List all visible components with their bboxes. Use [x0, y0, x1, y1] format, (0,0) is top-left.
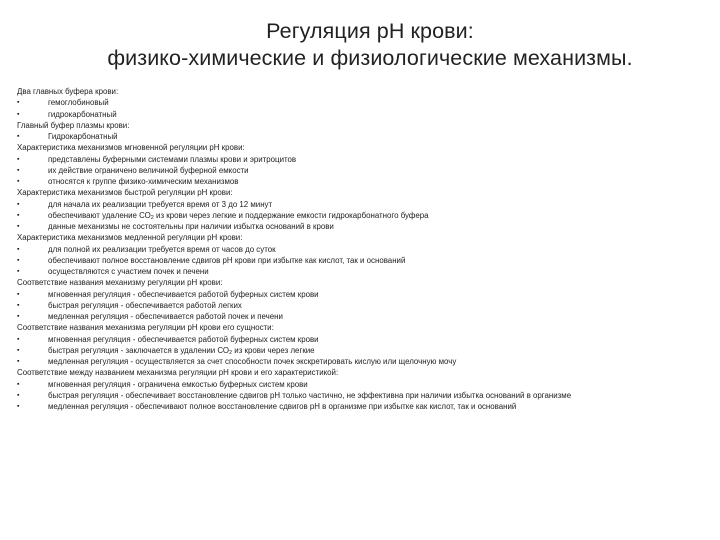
list-item: ▪ мгновенная регуляция - обеспечивается работой буферных систем крови [17, 334, 319, 344]
list-item: ▪ обеспечивают полное восстановление сдвигов рН крови при избытке как кислот, так и оснований [17, 255, 406, 265]
bullet-icon: ▪ [17, 211, 20, 219]
slide-title [40, 18, 700, 72]
list-item: ▪ осуществляются с участием почек и печени [17, 267, 209, 276]
section-heading: Характеристика механизмов быстрой регуляции рН крови: [17, 188, 233, 198]
list-item: ▪ быстрая регуляция - заключается в удалении $СО_2$ из крови через легкие [17, 345, 315, 356]
list-item: ▪ медленная регуляция - осуществляется за счет способности почек экскретировать кислую или щелочную мочу [17, 357, 457, 366]
section-heading: Два главных буфера крови: [17, 87, 119, 96]
list-item: ▪ обеспечивают удаление $СО_2$ из крови через легкие и поддержание емкости гидрокарбонатного буфера [17, 210, 429, 221]
section-heading: Характеристика механизмов мгновенной регуляции рН крови: [17, 143, 245, 153]
bullet-icon: ▪ [17, 268, 20, 275]
list-item: ▪ данные механизмы не состоятельны при наличии избытка оснований в крови [17, 222, 334, 231]
list-item: ▪ гидрокарбонатный [17, 109, 117, 119]
bullet-icon: ▪ [17, 403, 20, 410]
list-item: ▪ быстрая регуляция - обеспечивает восстановление сдвигов рН только частично, не эффективна при наличии избытка оснований в организме [17, 390, 572, 400]
slide-body [17, 86, 707, 412]
list-item: ▪ относятся к группе физико-химическим механизмов [17, 177, 239, 186]
bullet-icon: ▪ [17, 335, 20, 343]
bullet-icon: ▪ [17, 178, 20, 185]
section-heading: Характеристика механизмов медленной регуляции рН крови: [17, 233, 243, 243]
bullet-icon: ▪ [17, 200, 20, 208]
bullet-icon: ▪ [17, 133, 20, 140]
list-item: ▪ медленная регуляция - обеспечивают полное восстановление сдвигов рН в организме при избытке как кислот, так и оснований [17, 402, 517, 411]
title-line-2: физико-химические и физиологические механизмы. [107, 46, 633, 70]
bullet-icon: ▪ [17, 245, 20, 253]
bullet-icon: ▪ [17, 313, 20, 320]
bullet-icon: ▪ [17, 380, 20, 388]
section-heading: Главный буфер плазмы крови: [17, 120, 130, 130]
section-heading: Соответствие названия механизма регуляции рН крови его сущности: [17, 323, 274, 333]
bullet-icon: ▪ [17, 290, 20, 298]
list-item: ▪ гемоглобиновый [17, 98, 109, 108]
bullet-icon: ▪ [17, 301, 20, 309]
list-item: ▪ для начала их реализации требуется время от 3 до 12 минут [17, 199, 273, 209]
section-heading: Соответствие между названием механизма регуляции рН крови и его характеристикой: [17, 368, 339, 378]
section-heading: Соответствие названия механизму регуляции рН крови: [17, 278, 223, 288]
list-item: ▪ мгновенная регуляция - ограничена емкостью буферных систем крови [17, 379, 308, 389]
list-item: ▪ представлены буферными системами плазмы крови и эритроцитов [17, 154, 297, 164]
bullet-icon: ▪ [17, 346, 20, 354]
bullet-icon: ▪ [17, 166, 20, 174]
list-item: ▪ медленная регуляция - обеспечивается работой почек и печени [17, 312, 283, 321]
bullet-icon: ▪ [17, 99, 20, 107]
list-item: ▪ быстрая регуляция - обеспечивается работой легких [17, 300, 242, 310]
list-item: ▪ их действие ограничено величиной буферной емкости [17, 165, 249, 175]
bullet-icon: ▪ [17, 110, 20, 118]
bullet-icon: ▪ [17, 155, 20, 163]
list-item: ▪ мгновенная регуляция - обеспечивается работой буферных систем крови [17, 289, 319, 299]
bullet-icon: ▪ [17, 256, 20, 264]
title-line-1: Регуляция рН крови: [266, 19, 474, 43]
list-item: ▪ для полной их реализации требуется время от часов до суток [17, 244, 276, 254]
bullet-icon: ▪ [17, 358, 20, 365]
bullet-icon: ▪ [17, 223, 20, 230]
list-item: ▪ Гидрокарбонатный [17, 132, 118, 141]
bullet-icon: ▪ [17, 391, 20, 399]
